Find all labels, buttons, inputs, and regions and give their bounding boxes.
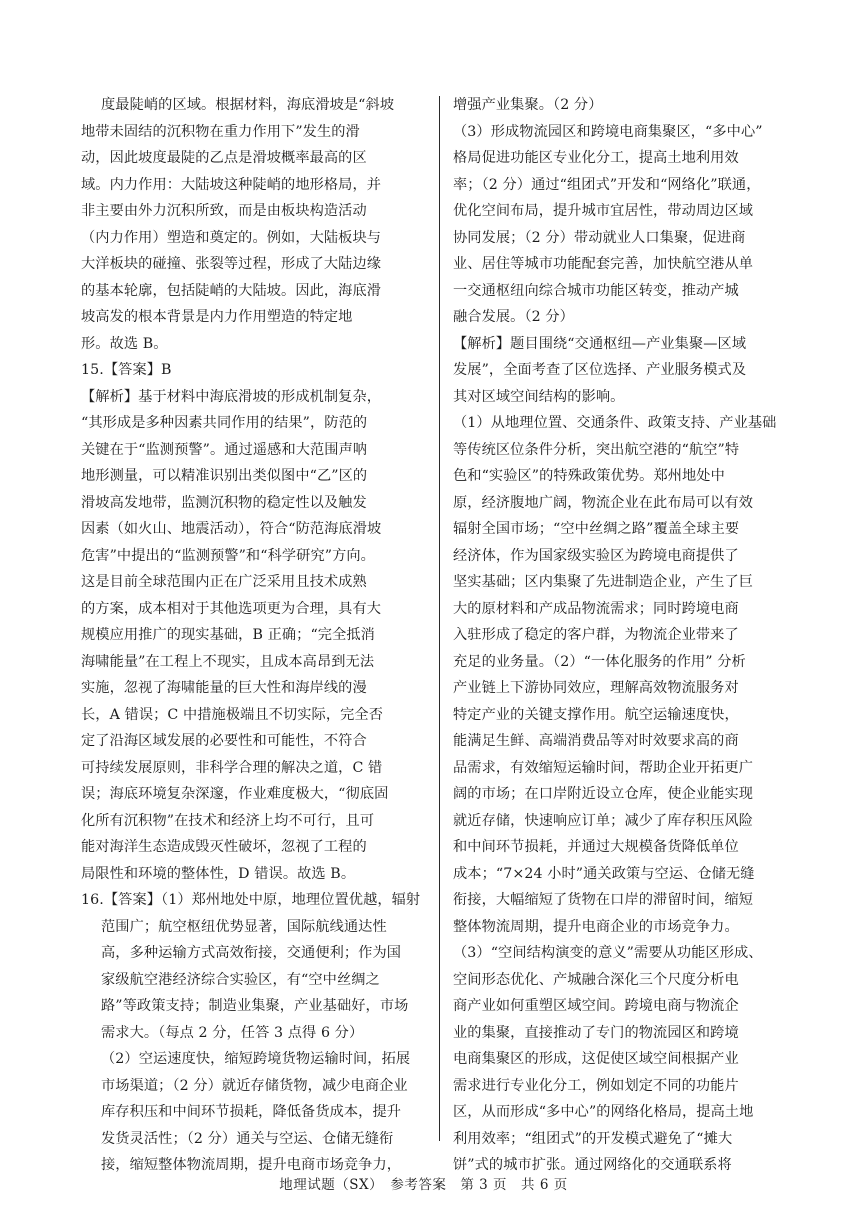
text-line: 区，从而形成“多中心”的网络化格局，提高土地 xyxy=(453,1104,754,1120)
page-footer: 地理试题（SX） 参考答案 第 3 页 共 6 页 xyxy=(279,1177,568,1193)
text-line: 形。故选 B。 xyxy=(81,335,168,352)
text-line: 可持续发展原则，非科学合理的解决之道，C 错 xyxy=(81,759,383,776)
text-line: 化所有沉积物”在技术和经济上均不可行，且可 xyxy=(81,812,375,829)
text-line: （内力作用）塑造和奠定的。例如，大陆板块与 xyxy=(81,229,382,246)
text-line: 优化空间布局，提升城市宜居性，带动周边区域 xyxy=(453,203,754,219)
text-line: 这是目前全球范围内正在广泛采用且技术成熟 xyxy=(81,574,367,590)
text-line: 大的原材料和产成品物流需求；同时跨境电商 xyxy=(453,600,739,617)
text-line: 非主要由外力沉积所致，而是由板块构造活动 xyxy=(81,203,367,219)
text-line: 路”等政策支持；制造业集聚，产业基础好，市场 xyxy=(101,998,409,1014)
text-line: 充足的业务量。（2）“一体化服务的作用” 分析 xyxy=(453,653,746,670)
text-line: 规模应用推广的现实基础，B 正确；“完全抵消 xyxy=(81,627,375,643)
text-line: 能满足生鲜、高端消费品等对时效要求高的商 xyxy=(453,733,739,749)
text-line: 误；海底环境复杂深邃，作业难度极大，“彻底固 xyxy=(81,786,389,802)
text-line: 的方案，成本相对于其他选项更为合理，具有大 xyxy=(81,600,382,617)
text-line: 衔接，大幅缩短了货物在口岸的滞留时间，缩短 xyxy=(453,892,754,908)
text-line: 和中间环节损耗，并通过大规模备货降低单位 xyxy=(453,839,739,855)
text-line: 能对海洋生态造成毁灭性破坏，忽视了工程的 xyxy=(81,839,367,855)
text-line: 坡高发的根本背景是内力作用塑造的特定地 xyxy=(81,309,353,325)
right-column xyxy=(453,92,784,1179)
text-line: 色和“实验区”的特殊政策优势。郑州地处中 xyxy=(453,468,725,484)
text-line: 品需求，有效缩短运输时间，帮助企业开拓更广 xyxy=(453,759,754,776)
text-line: 动，因此坡度最陡的乙点是滑坡概率最高的区 xyxy=(81,150,367,166)
text-line: 高，多种运输方式高效衔接，交通便利；作为国 xyxy=(101,945,402,961)
text-line: 范围广；航空枢纽优势显著，国际航线通达性 xyxy=(101,918,387,935)
text-line: 坚实基础；区内集聚了先进制造企业，产生了巨 xyxy=(453,574,754,590)
text-line: 关键在于“监测预警”。通过遥感和大范围声呐 xyxy=(81,441,368,458)
text-line: 格局促进功能区专业化分工，提高土地利用效 xyxy=(453,150,739,166)
text-line: 饼”式的城市扩张。通过网络化的交通联系将 xyxy=(453,1157,732,1173)
text-line: 利用效率；“组团式”的开发模式避免了“摊大 xyxy=(453,1130,733,1147)
text-line: 地带未固结的沉积物在重力作用下”发生的滑 xyxy=(81,123,360,140)
text-line: 就近存储，快速响应订单；减少了库存积压风险 xyxy=(453,812,754,829)
text-line: 地形测量，可以精准识别出类似图中“乙”区的 xyxy=(81,468,368,484)
text-line: （1）从地理位置、交通条件、政策支持、产业基础 xyxy=(453,415,777,431)
text-line: 商产业如何重塑区域空间。跨境电商与物流企 xyxy=(453,998,739,1014)
text-line: 融合发展。（2 分） xyxy=(453,309,574,325)
text-line: 市场渠道；（2 分）就近存储货物，减少电商企业 xyxy=(101,1077,408,1094)
text-line: 接，缩短整体物流周期，提升电商市场竞争力， xyxy=(101,1157,402,1173)
text-line: 业的集聚，直接推动了专门的物流园区和跨境 xyxy=(453,1024,739,1041)
text-line: 业、居住等城市功能配套完善，加快航空港从单 xyxy=(453,256,754,272)
text-line: 实施，忽视了海啸能量的巨大性和海岸线的漫 xyxy=(81,680,367,696)
text-line: “其形成是多种因素共同作用的结果”，防范的 xyxy=(81,415,368,431)
text-line: 发展”，全面考查了区位选择、产业服务模式及 xyxy=(453,362,747,378)
text-line: 协同发展；（2 分）带动就业人口集聚，促进商 xyxy=(453,229,746,246)
text-line: 成本；“7×24 小时”通关政策与空运、仓储无缝 xyxy=(453,865,755,882)
text-line: 库存积压和中间环节损耗，降低备货成本，提升 xyxy=(101,1104,402,1120)
text-line: 辐射全国市场；“空中丝绸之路”覆盖全球主要 xyxy=(453,521,740,537)
text-line: 滑坡高发地带，监测沉积物的稳定性以及触发 xyxy=(81,494,367,511)
text-line: 发货灵活性；（2 分）通关与空运、仓储无缝衔 xyxy=(101,1130,394,1147)
text-line: 增强产业集聚。（2 分） xyxy=(453,97,603,113)
text-line: 原，经济腹地广阔，物流企业在此布局可以有效 xyxy=(453,494,754,511)
text-line: 入驻形成了稳定的客户群，为物流企业带来了 xyxy=(453,627,739,643)
text-line: 整体物流周期，提升电商企业的市场竞争力。 xyxy=(453,918,739,935)
text-line: （2）空运速度快，缩短跨境货物运输时间，拓展 xyxy=(101,1051,411,1067)
text-line: 【解析】基于材料中海底滑坡的形成机制复杂， xyxy=(81,388,382,405)
text-line: 需求大。（每点 2 分，任答 3 点得 6 分） xyxy=(101,1024,364,1041)
text-line: 海啸能量”在工程上不现实，且成本高昂到无法 xyxy=(81,653,375,670)
text-line: 其对区域空间结构的影响。 xyxy=(453,388,625,405)
text-line: 等传统区位条件分析，突出航空港的“航空”特 xyxy=(453,441,740,458)
text-line: 特定产业的关键支撑作用。航空运输速度快， xyxy=(453,706,739,723)
text-line: 大洋板块的碰撞、张裂等过程，形成了大陆边缘 xyxy=(81,256,382,272)
left-column xyxy=(81,92,427,1179)
text-line: （3）“空间结构演变的意义”需要从功能区形成、 xyxy=(453,945,763,961)
text-line: 定了沿海区域发展的必要性和可能性，不符合 xyxy=(81,733,367,749)
text-line: 局限性和环境的整体性，D 错误。故选 B。 xyxy=(81,865,356,882)
text-line: 长，A 错误；C 中措施极端且不切实际，完全否 xyxy=(81,706,383,723)
text-line: 阔的市场；在口岸附近设立仓库，使企业能实现 xyxy=(453,786,754,802)
question-16-answer: 16.【答案】（1）郑州地处中原，地理位置优越，辐射 xyxy=(81,892,421,908)
text-line: 因素（如火山、地震活动），符合“防范海底滑坡 xyxy=(81,521,382,537)
text-line: 经济体，作为国家级实验区为跨境电商提供了 xyxy=(453,547,739,564)
text-line: 产业链上下游协同效应，理解高效物流服务对 xyxy=(453,680,739,696)
question-15-answer: 15.【答案】B xyxy=(81,362,172,378)
text-line: 度最陡峭的区域。根据材料，海底滑坡是“斜坡 xyxy=(101,97,395,113)
text-line: （3）形成物流园区和跨境电商集聚区，“多中心” xyxy=(453,123,763,140)
text-line: 电商集聚区的形成，这促使区域空间根据产业 xyxy=(453,1051,739,1067)
text-line: 需求进行专业化分工，例如划定不同的功能片 xyxy=(453,1077,739,1094)
text-line: 的基本轮廓，包括陡峭的大陆坡。因此，海底滑 xyxy=(81,282,382,299)
column-divider xyxy=(439,96,440,1141)
text-line: 【解析】题目围绕“交通枢纽—产业集聚—区域 xyxy=(453,335,747,352)
text-line: 危害”中提出的“监测预警”和“科学研究”方向。 xyxy=(81,547,375,564)
text-line: 空间形态优化、产城融合深化三个尺度分析电 xyxy=(453,971,739,988)
text-line: 域。内力作用：大陆坡这种陡峭的地形格局，并 xyxy=(81,176,382,193)
text-line: 率；（2 分）通过“组团式”开发和“网络化”联通， xyxy=(453,176,761,193)
text-line: 一交通枢纽向综合城市功能区转变，推动产城 xyxy=(453,282,739,299)
text-line: 家级航空港经济综合实验区，有“空中丝绸之 xyxy=(101,971,380,988)
